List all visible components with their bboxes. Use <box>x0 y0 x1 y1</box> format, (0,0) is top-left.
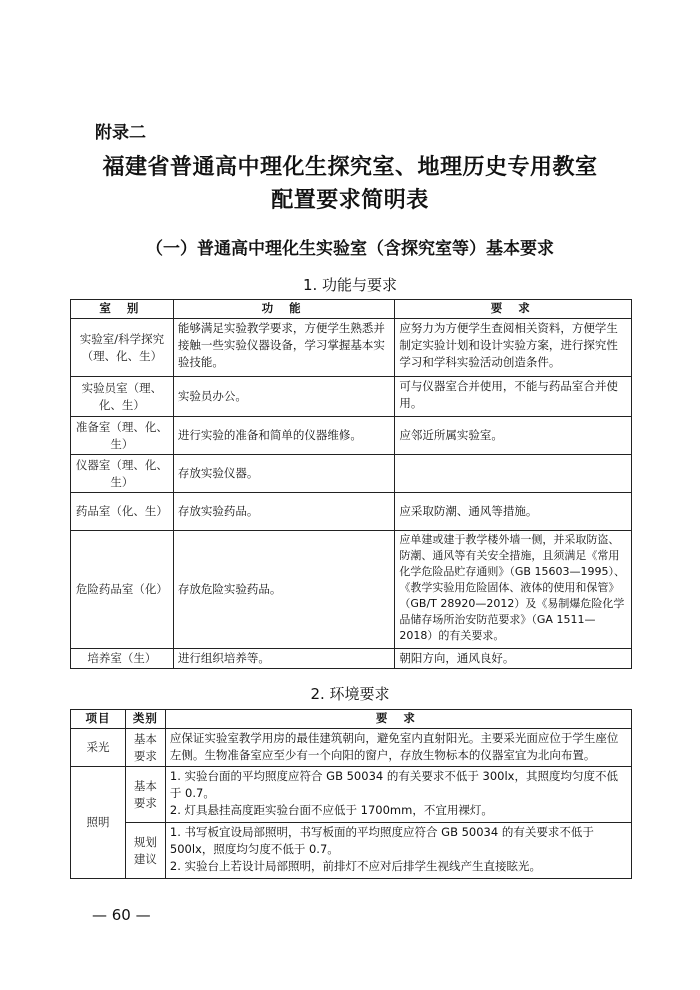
table-row <box>71 729 632 767</box>
table-row <box>71 455 632 493</box>
page-number: — 60 — <box>92 906 151 924</box>
room-cell: 实验室/科学探究（理、化、生） <box>71 319 174 377</box>
item-cell-illumination: 照明 <box>71 767 126 879</box>
requirement-cell <box>395 455 632 493</box>
room-cell: 药品室（化、生） <box>71 493 174 531</box>
function-cell: 存放危险实验药品。 <box>173 531 395 649</box>
column-header-category: 类别 <box>125 710 165 729</box>
requirement-line: 2. 灯具悬挂高度距实验台面不应低于 1700mm，不宜用裸灯。 <box>169 803 493 817</box>
room-cell: 仪器室（理、化、生） <box>71 455 174 493</box>
room-cell: 实验员室（理、化、生） <box>71 377 174 417</box>
category-cell: 基本要求 <box>125 767 165 823</box>
function-cell: 存放实验仪器。 <box>173 455 395 493</box>
column-header-room: 室 别 <box>71 300 174 319</box>
subsection-heading-2: 2. 环境要求 <box>310 685 390 703</box>
document-title-line1: 福建省普通高中理化生探究室、地理历史专用教室 <box>102 155 598 180</box>
item-cell-lighting: 采光 <box>71 729 126 767</box>
table-row <box>71 377 632 417</box>
function-requirements-table <box>70 299 632 669</box>
requirement-cell: 应单建或建于教学楼外墙一侧，并采取防盗、防潮、通风等有关安全措施，且须满足《常用化学危险品贮存通则》（GB 15603—1995）、《教学实验用危险固体、液体的使用和保管》（GB/T 28920—2012）及《易制爆危险化学品储存场所治安防范要求》（GA 1511—2018）的有关要求。 <box>395 531 632 649</box>
column-header-function: 功 能 <box>173 300 395 319</box>
section-heading: （一）普通高中理化生实验室（含探究室等）基本要求 <box>146 239 554 259</box>
table-row <box>71 649 632 669</box>
requirement-cell <box>165 767 631 823</box>
requirement-cell: 应努力为方便学生查阅相关资料，方便学生制定实验计划和设计实验方案，进行探究性学习和学科实验活动创造条件。 <box>395 319 632 377</box>
requirement-cell: 朝阳方向，通风良好。 <box>395 649 632 669</box>
function-cell: 存放实验药品。 <box>173 493 395 531</box>
appendix-label: 附录二 <box>95 123 146 143</box>
requirement-cell: 应邻近所属实验室。 <box>395 417 632 455</box>
function-cell: 能够满足实验教学要求，方便学生熟悉并接触一些实验仪器设备，学习掌握基本实验技能。 <box>173 319 395 377</box>
function-cell: 进行实验的准备和简单的仪器维修。 <box>173 417 395 455</box>
room-cell: 危险药品室（化） <box>71 531 174 649</box>
room-cell: 培养室（生） <box>71 649 174 669</box>
requirement-line: 1. 书写板宜设局部照明，书写板面的平均照度应符合 GB 50034 的有关要求不低于 500lx，照度均匀度不低于 0.7。 <box>169 825 594 856</box>
table-row <box>71 767 632 823</box>
requirement-line: 2. 实验台上若设计局部照明，前排灯不应对后排学生视线产生直接眩光。 <box>169 859 541 873</box>
table-row <box>71 417 632 455</box>
category-cell: 基本要求 <box>125 729 165 767</box>
function-cell: 实验员办公。 <box>173 377 395 417</box>
subsection-heading-1: 1. 功能与要求 <box>302 276 398 294</box>
column-header-requirement: 要 求 <box>165 710 631 729</box>
table-header-row <box>71 710 632 729</box>
table-row <box>71 823 632 879</box>
requirement-cell: 应保证实验室教学用房的最佳建筑朝向，避免室内直射阳光。主要采光面应位于学生座位左侧。生物准备室应至少有一个向阳的窗户，存放生物标本的仪器室宜为北向布置。 <box>165 729 631 767</box>
environment-requirements-table <box>70 709 632 879</box>
table-row <box>71 319 632 377</box>
column-header-item: 项目 <box>71 710 126 729</box>
room-cell: 准备室（理、化、生） <box>71 417 174 455</box>
table-row <box>71 493 632 531</box>
requirement-cell: 应采取防潮、通风等措施。 <box>395 493 632 531</box>
requirement-line: 1. 实验台面的平均照度应符合 GB 50034 的有关要求不低于 300lx，其照度均匀度不低于 0.7。 <box>169 769 618 800</box>
requirement-cell: 可与仪器室合并使用，不能与药品室合并使用。 <box>395 377 632 417</box>
document-title-line2: 配置要求简明表 <box>271 188 429 213</box>
table-header-row <box>71 300 632 319</box>
category-cell: 规划建议 <box>125 823 165 879</box>
table-row <box>71 531 632 649</box>
requirement-cell <box>165 823 631 879</box>
column-header-requirement: 要 求 <box>395 300 632 319</box>
function-cell: 进行组织培养等。 <box>173 649 395 669</box>
